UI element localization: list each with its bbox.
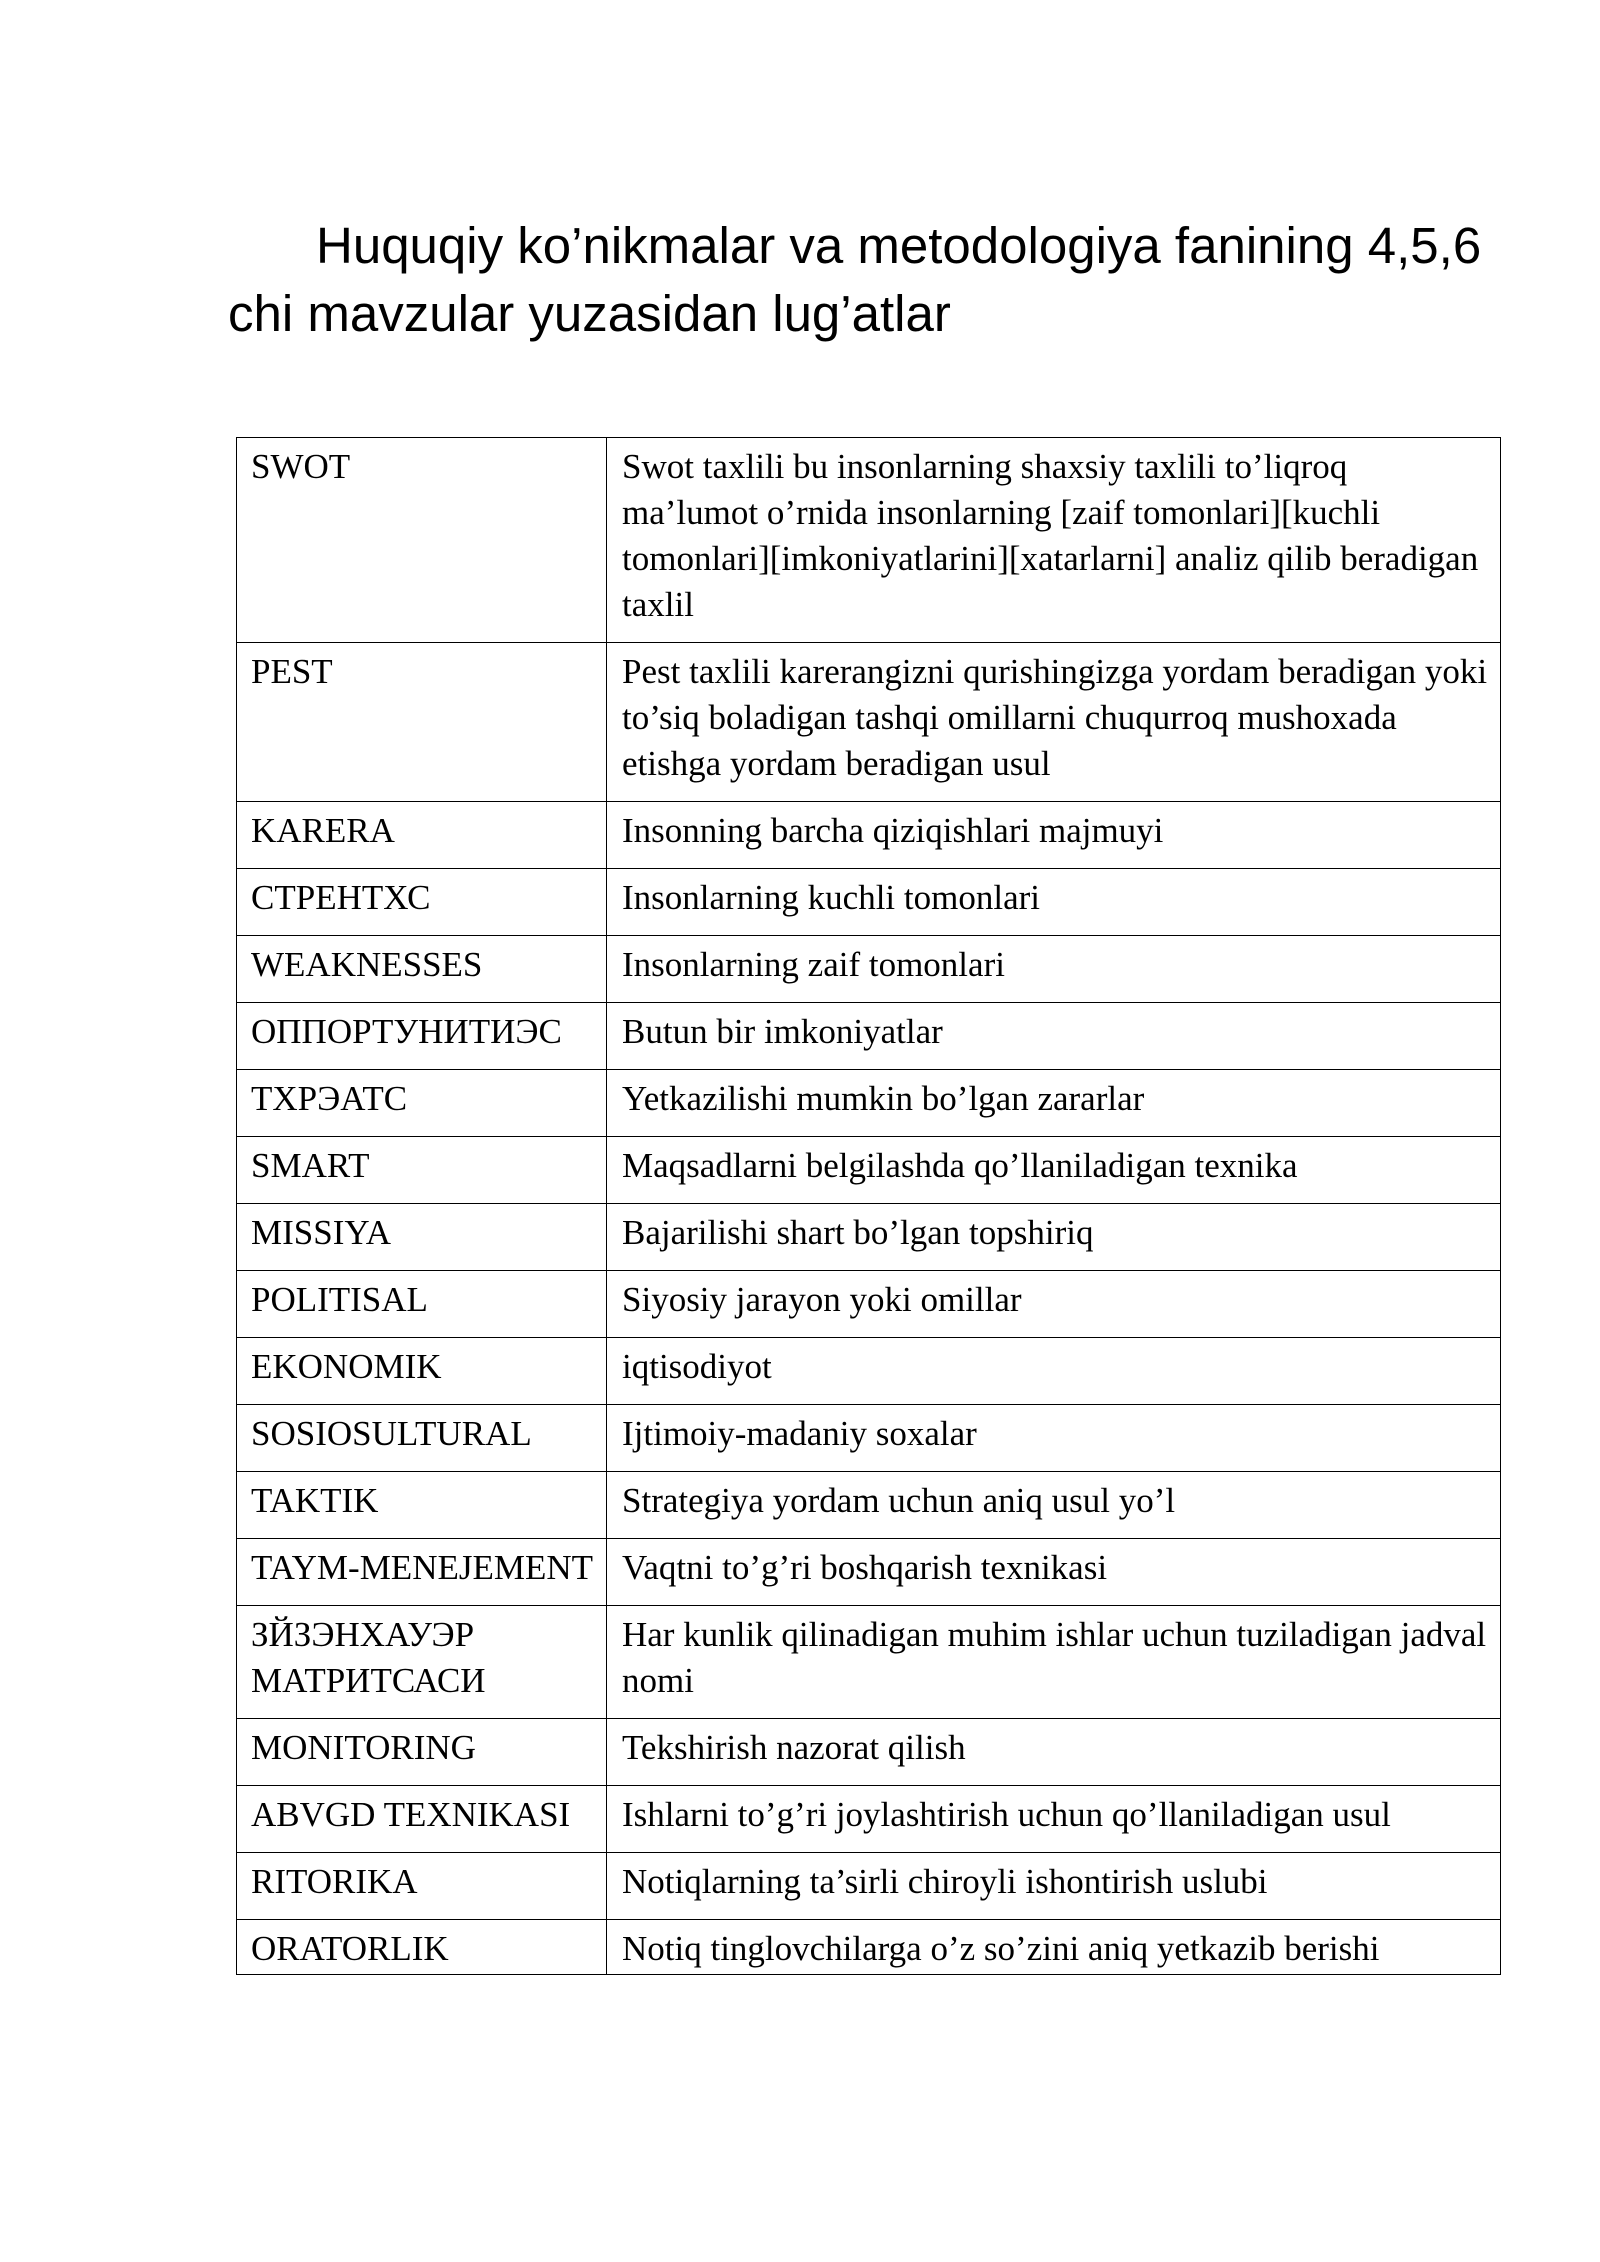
definition-cell: Insonning barcha qiziqishlari majmuyi — [607, 802, 1501, 869]
term-cell: TAKTIK — [237, 1472, 607, 1539]
definition-cell: Yetkazilishi mumkin bo’lgan zararlar — [607, 1070, 1501, 1137]
term-cell: ОППОРТУНИТИЭС — [237, 1003, 607, 1070]
term-cell: MISSIYA — [237, 1204, 607, 1271]
term-cell: SMART — [237, 1137, 607, 1204]
table-row — [237, 1405, 1501, 1472]
table-row — [237, 1853, 1501, 1920]
table-row — [237, 1338, 1501, 1405]
definition-cell: Insonlarning kuchli tomonlari — [607, 869, 1501, 936]
definition-cell: Notiqlarning ta’sirli chiroyli ishontirish uslubi — [607, 1853, 1501, 1920]
definition-cell: Siyosiy jarayon yoki omillar — [607, 1271, 1501, 1338]
definition-cell: Notiq tinglovchilarga o’z so’zini aniq yetkazib berishi — [607, 1920, 1501, 1975]
definition-cell: Ijtimoiy-madaniy soxalar — [607, 1405, 1501, 1472]
definition-cell: Ishlarni to’g’ri joylashtirish uchun qo’llaniladigan usul — [607, 1786, 1501, 1853]
term-cell: SWOT — [237, 438, 607, 643]
definition-cell: Maqsadlarni belgilashda qo’llaniladigan texnika — [607, 1137, 1501, 1204]
term-cell: PEST — [237, 643, 607, 802]
term-cell: MONITORING — [237, 1719, 607, 1786]
definition-cell: Vaqtni to’g’ri boshqarish texnikasi — [607, 1539, 1501, 1606]
definition-cell: Swot taxlili bu insonlarning shaxsiy taxlili to’liqroq ma’lumot o’rnida insonlarning [zaif tomonlari][kuchli tomonlari][imkoniyatlarini][xatarlarni] analiz qilib beradigan taxlil — [607, 438, 1501, 643]
term-cell: SOSIOSULTURAL — [237, 1405, 607, 1472]
term-cell: KARERA — [237, 802, 607, 869]
term-cell: POLITISAL — [237, 1271, 607, 1338]
term-cell: ABVGD TEXNIKASI — [237, 1786, 607, 1853]
table-row — [237, 802, 1501, 869]
term-cell: WEAKNESSES — [237, 936, 607, 1003]
table-row — [237, 1920, 1501, 1975]
table-row — [237, 1070, 1501, 1137]
table-row — [237, 869, 1501, 936]
term-cell: EKONOMIK — [237, 1338, 607, 1405]
table-row — [237, 1606, 1501, 1719]
glossary-table — [236, 437, 1501, 1975]
term-cell: ТХРЭАТС — [237, 1070, 607, 1137]
definition-cell: Tekshirish nazorat qilish — [607, 1719, 1501, 1786]
term-cell: СТРЕНТХС — [237, 869, 607, 936]
table-row — [237, 1719, 1501, 1786]
term-cell: TAYM-MENEJEMENT — [237, 1539, 607, 1606]
term-cell: ЗЙЗЭНХАУЭР МАТРИТСАСИ — [237, 1606, 607, 1719]
table-row — [237, 1003, 1501, 1070]
table-row — [237, 1137, 1501, 1204]
table-row — [237, 438, 1501, 643]
table-row — [237, 1539, 1501, 1606]
term-cell: RITORIKA — [237, 1853, 607, 1920]
table-row — [237, 1786, 1501, 1853]
definition-cell: Bajarilishi shart bo’lgan topshiriq — [607, 1204, 1501, 1271]
definition-cell: Insonlarning zaif tomonlari — [607, 936, 1501, 1003]
table-row — [237, 643, 1501, 802]
definition-cell: Har kunlik qilinadigan muhim ishlar uchun tuziladigan jadval nomi — [607, 1606, 1501, 1719]
definition-cell: Strategiya yordam uchun aniq usul yo’l — [607, 1472, 1501, 1539]
definition-cell: Butun bir imkoniyatlar — [607, 1003, 1501, 1070]
table-row — [237, 1472, 1501, 1539]
definition-cell: Pest taxlili karerangizni qurishingizga yordam beradigan yoki to’siq boladigan tashqi omillarni chuqurroq mushoxada etishga yordam beradigan usul — [607, 643, 1501, 802]
table-row — [237, 936, 1501, 1003]
definition-cell: iqtisodiyot — [607, 1338, 1501, 1405]
table-row — [237, 1204, 1501, 1271]
table-row — [237, 1271, 1501, 1338]
term-cell: ORATORLIK — [237, 1920, 607, 1975]
page-title: Huquqiy ko’nikmalar va metodologiya fanining 4,5,6 chi mavzular yuzasidan lug’atlar — [228, 217, 1482, 342]
